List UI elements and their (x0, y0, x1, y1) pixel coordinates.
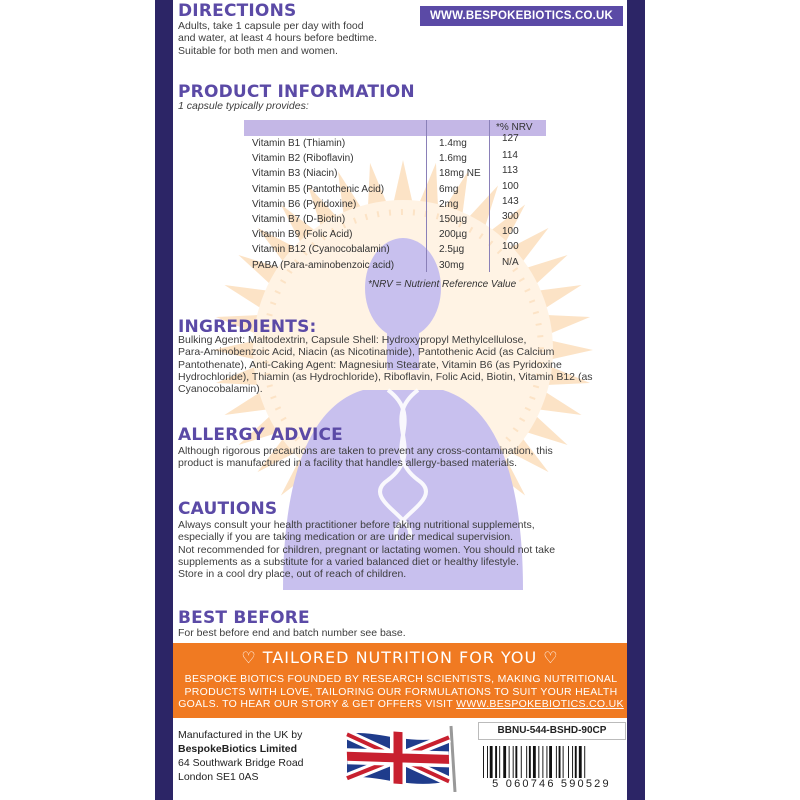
cautions-line: Store in a cool dry place, out of reach of children. (178, 568, 407, 581)
nutrient-name: Vitamin B7 (D-Biotin) (252, 214, 346, 225)
best-before-heading: BEST BEFORE (178, 608, 310, 628)
cautions-line: Always consult your health practitioner before taking nutritional supplements, (178, 519, 535, 531)
directions-line: Adults, take 1 capsule per day with food (178, 20, 364, 32)
nutrient-name: Vitamin B9 (Folic Acid) (252, 229, 353, 241)
website-badge: WWW.BESPOKEBIOTICS.CO.UK (420, 6, 623, 26)
nrv-column-header: *% NRV (496, 122, 533, 133)
nutrition-table (244, 120, 546, 276)
nutrition-row (244, 150, 546, 166)
manufacturer-info (178, 728, 304, 784)
allergy-text (178, 445, 624, 470)
company-name: BespokeBiotics Limited (178, 743, 298, 755)
left-border (155, 0, 173, 800)
address-line: London SE1 0AS (178, 771, 259, 783)
ingredients-line: Hydrochloride), Thiamin (as Hydrochloride), Riboflavin, Folic Acid, Biotin, Vitamin B12 (as (178, 370, 593, 383)
nutrient-nrv: 100 (502, 180, 519, 192)
brand-story (178, 673, 624, 711)
nutrient-nrv: N/A (502, 256, 519, 268)
nutrient-amount: 1.6mg (439, 153, 467, 165)
ingredients-line: Bulking Agent: Maltodextrin, Capsule Shell: Hydroxypropyl Methylcellulose, (178, 334, 527, 346)
tagline-text: TAILORED NUTRITION FOR YOU (262, 648, 538, 667)
cautions-text (178, 519, 624, 580)
ingredients-line: Para-Aminobenzoic Acid, Niacin (as Nicotinamide), Pantothenic Acid (as Calcium (178, 346, 555, 359)
story-line (178, 698, 624, 711)
product-information-heading: PRODUCT INFORMATION (178, 82, 415, 102)
allergy-line: Although rigorous precautions are taken to prevent any cross-contamination, this (178, 445, 553, 457)
allergy-heading: ALLERGY ADVICE (178, 425, 343, 445)
manufactured-in: Manufactured in the UK by (178, 729, 303, 741)
nutrition-row (244, 133, 546, 151)
ingredients-line: Cyanocobalamin). (178, 383, 263, 396)
nutrient-nrv: 100 (502, 226, 519, 238)
nutrition-table-body (244, 133, 546, 276)
nutrient-name: Vitamin B3 (Niacin) (252, 168, 338, 180)
nrv-footnote: *NRV = Nutrient Reference Value (368, 279, 517, 290)
address-line: 64 Southwark Bridge Road (178, 757, 304, 769)
directions-heading: DIRECTIONS (178, 1, 297, 21)
nutrient-amount: 1.4mg (439, 138, 467, 149)
cautions-line: Not recommended for children, pregnant or lactating women. You should not take (178, 543, 556, 556)
nutrition-row (244, 226, 546, 242)
nutrient-amount: 2.5µg (439, 244, 465, 256)
nutrition-row (244, 211, 546, 227)
nutrient-amount: 200µg (439, 229, 468, 241)
nutrient-amount: 2mg (439, 198, 459, 210)
nutrient-name: Vitamin B12 (Cyanocobalamin) (252, 244, 390, 256)
directions-line: Suitable for both men and women. (178, 44, 338, 57)
story-line: PRODUCTS WITH LOVE, TAILORING OUR FORMULATIONS TO SUIT YOUR HEALTH (184, 685, 618, 698)
nutrient-name: Vitamin B6 (Pyridoxine) (252, 198, 357, 210)
tagline (173, 648, 627, 667)
nutrient-nrv: 113 (502, 165, 518, 177)
allergy-line: product is manufactured in a facility that handles allergy-based materials. (178, 457, 518, 470)
product-code: BBNU-544-BSHD-90CP (478, 722, 626, 740)
nutrient-name: Vitamin B2 (Riboflavin) (252, 153, 354, 165)
nutrient-nrv: 127 (502, 133, 519, 144)
nutrient-nrv: 100 (502, 241, 519, 253)
nutrient-name: PABA (Para-aminobenzoic acid) (252, 259, 395, 271)
nutrient-amount: 150µg (439, 214, 468, 225)
nutrition-row (244, 241, 546, 257)
ingredients-heading: INGREDIENTS: (178, 317, 317, 337)
nutrition-row (244, 180, 546, 197)
product-information-subtitle: 1 capsule typically provides: (178, 100, 309, 112)
uk-flag-icon (343, 722, 463, 792)
heart-icon: ♡ (543, 648, 559, 667)
nutrition-row (244, 165, 546, 181)
nutrient-amount: 18mg NE (439, 168, 481, 180)
cautions-line: supplements as a substitute for a varied balanced diet or healthy lifestyle. (178, 555, 519, 568)
nutrition-row (244, 195, 546, 212)
nutrient-nrv: 143 (502, 195, 519, 207)
nutrient-name: Vitamin B5 (Pantothenic Acid) (252, 183, 385, 195)
nutrient-amount: 6mg (439, 183, 459, 195)
nutrient-nrv: 300 (502, 211, 519, 222)
nutrition-row (244, 256, 546, 273)
website-link[interactable]: WWW.BESPOKEBIOTICS.CO.UK (456, 698, 624, 710)
nutrient-nrv: 114 (502, 150, 518, 162)
ingredients-text (178, 334, 624, 395)
barcode-number: 5 060746 590529 (478, 778, 625, 790)
heart-icon: ♡ (241, 648, 257, 667)
cautions-heading: CAUTIONS (178, 499, 278, 519)
cautions-line: especially if you are taking medication or are under medical supervision. (178, 531, 514, 544)
story-line: BESPOKE BIOTICS FOUNDED BY RESEARCH SCIENTISTS, MAKING NUTRITIONAL (184, 673, 618, 685)
story-text: GOALS. TO HEAR OUR STORY & GET OFFERS VISIT (178, 698, 457, 710)
directions-line: and water, at least 4 hours before bedtime. (178, 32, 378, 45)
best-before-text: For best before end and batch number see base. (178, 627, 406, 639)
nutrient-amount: 30mg (439, 259, 465, 271)
nutrition-table-header (244, 120, 546, 136)
nutrient-name: Vitamin B1 (Thiamin) (252, 138, 346, 149)
directions-text (178, 20, 377, 57)
ingredients-line: Pantothenate), Anti-Caking Agent: Magnesium Stearate, Vitamin B6 (as Pyridoxine (178, 358, 562, 371)
